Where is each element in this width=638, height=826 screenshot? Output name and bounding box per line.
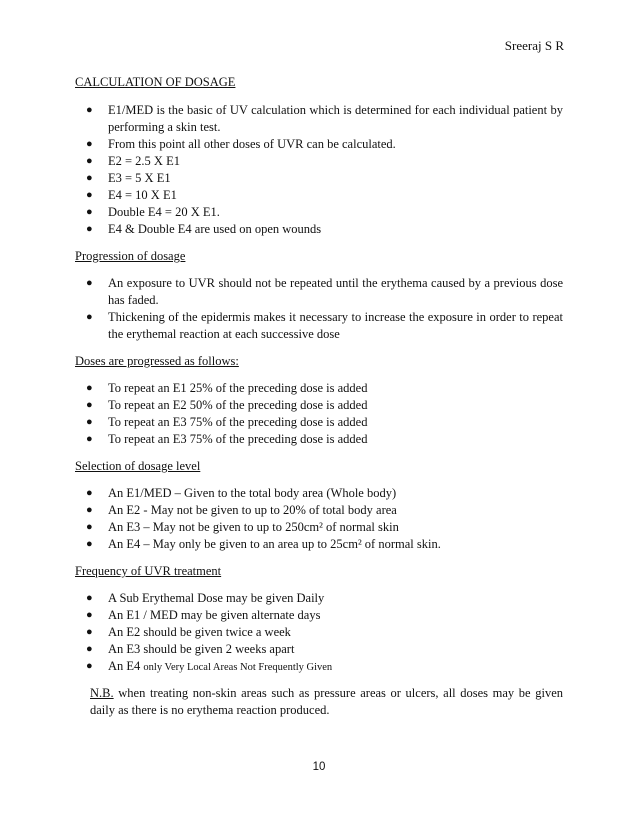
- bullet-icon: ●: [86, 155, 93, 167]
- bullet-icon: ●: [86, 643, 93, 655]
- bullet-list: [75, 485, 563, 553]
- nb-note: [75, 685, 563, 719]
- section-heading: Progression of dosage: [75, 249, 186, 263]
- bullet-icon: ●: [86, 660, 93, 672]
- bullet-icon: ●: [86, 277, 93, 289]
- list-item: ● To repeat an E3 75% of the preceding dose is added: [86, 432, 368, 446]
- bullet-list: [75, 102, 563, 238]
- list-item: ● E3 = 5 X E1: [86, 171, 171, 185]
- section-heading: Selection of dosage level: [75, 459, 201, 473]
- page-number: 10: [312, 761, 326, 773]
- bullet-icon: ●: [86, 399, 93, 411]
- bullet-icon: ●: [86, 416, 93, 428]
- bullet-icon: ●: [86, 223, 93, 235]
- list-item: ● An E3 should be given 2 weeks apart: [86, 642, 295, 656]
- bullet-list: [75, 590, 563, 676]
- bullet-icon: ●: [86, 172, 93, 184]
- bullet-list: [75, 380, 563, 448]
- bullet-list: [75, 275, 563, 343]
- list-item: ● To repeat an E1 25% of the preceding dose is added: [86, 381, 368, 395]
- list-item: ● An exposure to UVR should not be repeated until the erythema caused by a previous dose has faded.: [86, 276, 563, 307]
- list-item: ● To repeat an E2 50% of the preceding dose is added: [86, 398, 368, 412]
- list-item: ● An E1/MED – Given to the total body area (Whole body): [86, 486, 397, 500]
- page-content: [75, 74, 563, 732]
- bullet-icon: ●: [86, 382, 93, 394]
- list-item: ● An E3 – May not be given to up to 250cm² of normal skin: [86, 520, 399, 534]
- list-item: ● E2 = 2.5 X E1: [86, 154, 180, 168]
- bullet-icon: ●: [86, 504, 93, 516]
- bullet-icon: ●: [86, 189, 93, 201]
- list-item: ● An E1 / MED may be given alternate days: [86, 608, 321, 622]
- bullet-icon: ●: [86, 538, 93, 550]
- list-item: ● To repeat an E3 75% of the preceding dose is added: [86, 415, 368, 429]
- list-item: ● An E2 - May not be given to up to 20% of total body area: [86, 503, 397, 517]
- bullet-icon: ●: [86, 311, 93, 323]
- bullet-icon: ●: [86, 487, 93, 499]
- bullet-icon: ●: [86, 592, 93, 604]
- item-lead: An E4: [108, 659, 144, 673]
- list-item: ● E4 = 10 X E1: [86, 188, 177, 202]
- bullet-icon: ●: [86, 626, 93, 638]
- section-heading: Doses are progressed as follows:: [75, 354, 239, 368]
- bullet-icon: ●: [86, 433, 93, 445]
- bullet-icon: ●: [86, 521, 93, 533]
- bullet-icon: ●: [86, 104, 93, 116]
- list-item: ● A Sub Erythemal Dose may be given Daily: [86, 591, 325, 605]
- list-item: ● An E4 – May only be given to an area up to 25cm² of normal skin.: [86, 537, 441, 551]
- list-item: ● Thickening of the epidermis makes it necessary to increase the exposure in order to repeat the erythemal reaction at each successive dose: [86, 310, 563, 341]
- nb-text: when treating non-skin areas such as pressure areas or ulcers, all doses may be given daily as there is no erythema reaction produced.: [90, 686, 563, 717]
- section-heading: CALCULATION OF DOSAGE: [75, 75, 236, 89]
- bullet-icon: ●: [86, 206, 93, 218]
- nb-label: N.B.: [90, 686, 114, 700]
- bullet-icon: ●: [86, 609, 93, 621]
- bullet-icon: ●: [86, 138, 93, 150]
- list-item: ● E4 & Double E4 are used on open wounds: [86, 222, 322, 236]
- list-item: ● From this point all other doses of UVR can be calculated.: [86, 137, 396, 151]
- section-heading: Frequency of UVR treatment: [75, 564, 222, 578]
- author-header: Sreeraj S R: [504, 38, 564, 53]
- list-item: ● An E2 should be given twice a week: [86, 625, 291, 639]
- list-item: ● E1/MED is the basic of UV calculation which is determined for each individual patient by performing a skin test.: [86, 103, 563, 134]
- list-item: [75, 658, 563, 676]
- item-small-text: only Very Local Areas Not Frequently Given: [143, 662, 333, 673]
- list-item: ● Double E4 = 20 X E1.: [86, 205, 220, 219]
